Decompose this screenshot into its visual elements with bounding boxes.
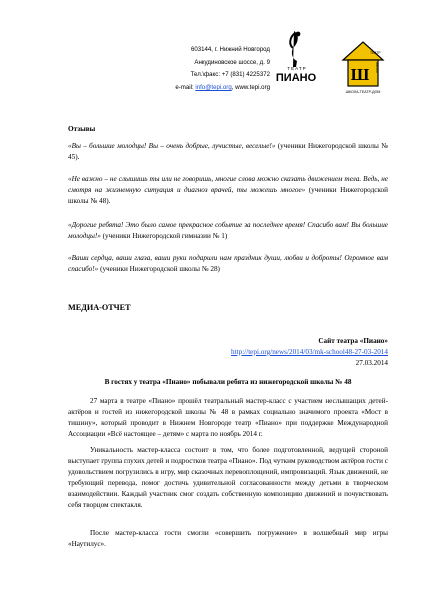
article-paragraph: После мастер-класса гости смогли «совершить погружение» в волшебный мир игры «Наутилус». [68,529,388,548]
logo2-caption: ШКОЛА-ТЕАТР-ДОМ [345,90,381,94]
review-quote: «Не важно – не слышишь ты или не говоришь, многие слова можно сказать движением тела. Ведь, не смотря на жизненную ситуация и диагноз врачей, ты можешь многое» [68,175,388,194]
phone-line: Тел.\факс: +7 (831) 4225372 [190,71,270,79]
review-item [68,141,388,163]
contact-address [150,44,270,95]
website-text: www.tepi.org [235,84,270,92]
review-quote: «Вы – большие молодцы! Вы – очень добрые, лучистые, веселые!» [68,142,276,150]
review-item [68,253,388,275]
svg-text:Ш: Ш [350,65,370,84]
logo2-side-word: ШКОЛА [375,62,379,73]
article-paragraph: 27 марта в театре «Пиано» прошёл театральный мастер-класс с участием неслышащих детей-актёров и гостей из нижегородской школы № 48 в рамках социально значимого проекта «Мост в тишину», который проводит в Нижнем Новгороде театр «Пиано» при поддержке Международной Ассоциации «Всё настоящее – детям» с марта по ноябрь 2014 г. [68,397,388,438]
email-prefix: e-mail: [175,84,196,92]
media-date: 27.03.2014 [355,359,388,367]
address-line-1: 603144, г. Нижний Новгород [190,46,270,53]
logo1-name: ПИАНО [276,72,316,84]
email-separator: , [231,84,236,92]
email-line [150,82,270,95]
email-link[interactable]: info@tepi.org [195,84,232,92]
school-theatre-home-logo [340,38,386,96]
reviews-heading: Отзывы [68,125,96,133]
address-line-2: Анкудиновское шоссе, д. 9 [194,58,270,66]
review-author: (ученики Нижегородской гимназии № 1) [100,232,228,240]
review-quote: «Дорогие ребята! Это было самое прекрасное событие за последнее время! Спасибо вам! Вы большие молодцы!» [68,221,388,240]
logo2-top-word: ТЕАТР [370,51,381,55]
article-paragraph: Уникальность мастер-класса состоит в том, что более подготовленной, ведущей стороной выступает группа глухих детей и подростков театра «Пиано». Под чутким руководством актёров гости с удовольствием погрузились в игру, мир сказочных перевоплощений, импровизаций. Язык движений, не требующий перевода, помог достичь удивительной согласованности между детьми в творческом взаимодействии. Каждый участник смог создать собственную композицию движений и почувствовать себя творцом спектакля. [68,446,388,509]
media-source: Сайт театра «Пиано» [318,337,388,345]
review-author: (ученики Нижегородской школы № 45). [68,142,388,161]
article-title: В гостях у театра «Пиано» побывали ребята из нижегородской школы № 48 [104,378,352,386]
media-report-heading: МЕДИА-ОТЧЕТ [68,303,131,312]
logo1-top-word: ТЕАТР [287,66,307,71]
piano-theatre-logo [276,29,316,85]
review-item [68,220,388,242]
review-item [68,174,388,207]
review-author: (ученики Нижегородской школы № 28) [98,265,220,273]
media-url-link[interactable]: http://tepi.org/news/2014/03/mk-school48-27-03-2014 [231,348,388,356]
review-quote: «Ваши сердца, ваши глаза, ваши руки подарили нам праздник души, любви и доброты! Огромное вам спасибо!» [68,254,388,273]
review-author: (ученики Нижегородской школы № 48). [68,186,388,205]
media-url-line [68,347,388,358]
